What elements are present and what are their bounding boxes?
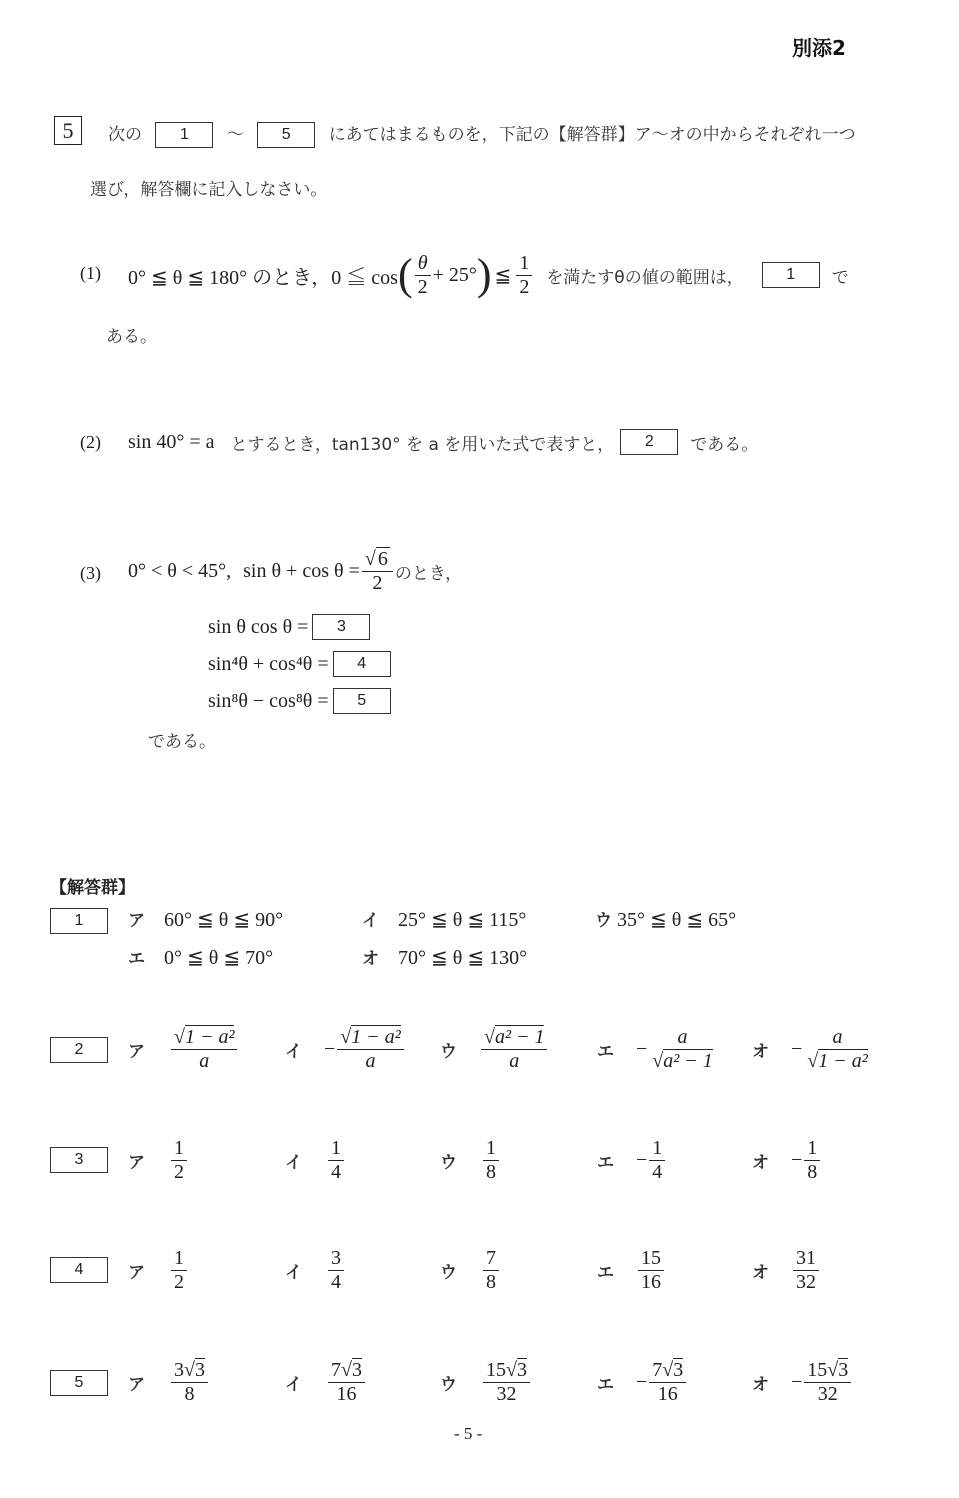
sign: −	[791, 1370, 803, 1393]
q1-label: (1)	[80, 263, 101, 283]
option-fraction	[171, 1247, 187, 1294]
q3-answer-box-3: 3	[312, 614, 370, 640]
option-key: エ	[597, 1152, 614, 1173]
group1-box: 1	[50, 908, 108, 934]
group5-option-d	[597, 1351, 688, 1413]
intro-text-b: にあてはまるものを，下記の【解答群】ア～オの中からそれぞれ一つ	[328, 125, 856, 145]
frac-num: a	[830, 1026, 846, 1050]
q3-text-a: 0° < θ < 45°,	[128, 559, 232, 582]
option-key: ウ	[440, 1374, 457, 1395]
q1-frac-den: 2	[417, 275, 428, 298]
group1-option-c	[595, 906, 736, 932]
option-value: 70° ≦ θ ≦ 130°	[398, 947, 528, 969]
q3-frac-num: √ 6	[362, 548, 393, 572]
option-key: イ	[285, 1152, 302, 1173]
question-number: 5	[54, 116, 82, 145]
sign: −	[636, 1148, 648, 1171]
q1-frac-num: θ	[415, 252, 431, 276]
frac-den: 32	[796, 1270, 816, 1293]
minus-sign: −	[324, 1037, 336, 1060]
frac-num: 3√3	[171, 1359, 208, 1383]
group2-option-e	[752, 1015, 873, 1083]
option-key: エ	[597, 1374, 614, 1395]
q1-condition: 0° ≦ θ ≦ 180° のとき，0 ≦ cos	[128, 266, 398, 289]
frac-den: √1 − a²	[807, 1049, 868, 1072]
q3-text-b: sin θ + cos θ =	[243, 559, 360, 582]
option-value: 60° ≦ θ ≦ 90°	[164, 909, 284, 931]
answer-box-1: 1	[155, 122, 213, 148]
group1-option-e	[362, 944, 527, 970]
group3-option-e	[752, 1130, 822, 1190]
frac-num: 3	[328, 1247, 344, 1271]
option-key: イ	[285, 1041, 302, 1062]
q3-sqrt-arg: 6	[377, 547, 388, 570]
q3-eq1-lhs: sin θ cos θ =	[208, 615, 309, 638]
option-key: ア	[128, 911, 145, 931]
q3-body	[128, 540, 462, 602]
group5-option-e	[752, 1351, 853, 1413]
left-paren: (	[397, 250, 413, 299]
group2-option-d	[597, 1015, 718, 1083]
frac-num: √1 − a²	[337, 1026, 403, 1050]
option-fraction	[804, 1359, 851, 1406]
option-key: エ	[128, 949, 145, 969]
q1-half	[516, 252, 532, 299]
group2-option-a	[128, 1015, 239, 1083]
q2-text-end: である。	[690, 434, 759, 455]
group2-box: 2	[50, 1037, 108, 1063]
frac-den: 4	[652, 1160, 663, 1183]
q2-text-b: とするとき，	[230, 434, 332, 455]
frac-num: 7	[483, 1247, 499, 1271]
intro-tilde: ～	[226, 125, 244, 145]
intro-text-a: 次の	[108, 125, 142, 145]
frac-den: 8	[807, 1160, 818, 1183]
option-key: ア	[128, 1152, 145, 1173]
frac-num: √a² − 1	[481, 1026, 547, 1050]
group5-option-a	[128, 1351, 210, 1413]
frac-den: a	[365, 1049, 376, 1072]
option-value: 25° ≦ θ ≦ 115°	[398, 909, 527, 931]
group3-box: 3	[50, 1147, 108, 1173]
answer-group-title: 【解答群】	[50, 878, 135, 898]
option-key: ア	[128, 1262, 145, 1283]
option-value: 35° ≦ θ ≦ 65°	[617, 909, 737, 931]
option-key: オ	[752, 1152, 769, 1173]
frac-num: 31	[793, 1247, 819, 1271]
q1-body	[128, 245, 849, 305]
option-key: ア	[128, 1374, 145, 1395]
option-fraction	[804, 1137, 820, 1184]
frac-num: 1	[171, 1247, 187, 1271]
minus-sign: −	[636, 1037, 648, 1060]
group2-option-b	[285, 1015, 406, 1083]
option-key: エ	[597, 1262, 614, 1283]
group3-option-c	[440, 1130, 501, 1190]
frac-den: 4	[331, 1160, 341, 1183]
frac-den: 4	[331, 1270, 341, 1293]
option-key: オ	[362, 949, 379, 969]
group4-option-e	[752, 1240, 821, 1300]
option-key: ウ	[595, 911, 612, 931]
option-fraction	[328, 1247, 344, 1294]
frac-den: 2	[174, 1160, 184, 1183]
q1-text-after: を満たすθの値の範囲は，	[546, 267, 744, 288]
q3-text-end: のとき，	[394, 563, 463, 584]
frac-den: 16	[657, 1382, 678, 1405]
q3-fraction	[362, 548, 393, 595]
page-number: - 5 -	[454, 1424, 483, 1443]
frac-den: 8	[184, 1382, 195, 1405]
option-fraction	[481, 1026, 547, 1073]
frac-num: 1	[483, 1137, 499, 1161]
option-key: オ	[752, 1262, 769, 1283]
option-fraction	[649, 1026, 715, 1073]
q3-tail: である。	[148, 732, 216, 752]
group3-option-a	[128, 1130, 189, 1190]
q1-plus: + 25°	[432, 263, 477, 286]
q2-text-a: sin 40° = a	[128, 430, 215, 453]
option-key: オ	[752, 1374, 769, 1395]
group2-option-c	[440, 1015, 549, 1083]
header-label: 別添2	[792, 36, 846, 60]
group3-option-d	[597, 1130, 667, 1190]
group4-option-c	[440, 1240, 501, 1300]
q3-frac-den: 2	[372, 571, 383, 594]
frac-den: 2	[174, 1270, 184, 1293]
group5-option-c	[440, 1351, 532, 1413]
q2-answer-box: 2	[620, 429, 678, 455]
option-key: ウ	[440, 1152, 457, 1173]
group4-option-d	[597, 1240, 666, 1300]
group4-option-a	[128, 1240, 189, 1300]
frac-num: √1 − a²	[171, 1026, 237, 1050]
group1-option-a	[128, 906, 283, 932]
option-fraction	[171, 1026, 237, 1073]
option-key: オ	[752, 1041, 769, 1062]
option-fraction	[483, 1359, 530, 1406]
sign: −	[636, 1370, 648, 1393]
q1-answer-box: 1	[762, 262, 820, 288]
option-key: イ	[285, 1262, 302, 1283]
q3-answer-box-4: 4	[333, 651, 391, 677]
q1-half-num: 1	[516, 252, 532, 276]
q3-label: (3)	[80, 563, 101, 583]
frac-num: 15√3	[483, 1359, 530, 1383]
option-fraction	[649, 1137, 665, 1184]
frac-num: 1	[649, 1137, 665, 1161]
group4-option-b	[285, 1240, 346, 1300]
option-key: イ	[362, 911, 379, 931]
frac-den: 8	[486, 1270, 496, 1293]
q3-eq3-lhs: sin⁸θ − cos⁸θ =	[208, 689, 329, 712]
frac-den: a	[509, 1049, 520, 1072]
q3-eq2-lhs: sin⁴θ + cos⁴θ =	[208, 652, 329, 675]
frac-den: 32	[817, 1382, 838, 1405]
option-key: ウ	[440, 1041, 457, 1062]
group1-option-b	[362, 906, 526, 932]
option-key: エ	[597, 1041, 614, 1062]
option-key: イ	[285, 1374, 302, 1395]
q3-eq3	[208, 688, 391, 714]
frac-num: a	[675, 1026, 691, 1050]
option-value: 0° ≦ θ ≦ 70°	[164, 947, 274, 969]
frac-num: 1	[804, 1137, 820, 1161]
q2-text-c: tan130° を a を用いた式で表すと，	[331, 434, 615, 455]
q1-le: ≦	[494, 264, 512, 287]
group5-option-b	[285, 1351, 367, 1413]
frac-den: 32	[496, 1382, 517, 1405]
q1-line-2: ある。	[106, 327, 157, 347]
frac-num: 15	[638, 1247, 664, 1271]
q1-fraction	[415, 252, 431, 299]
minus-sign: −	[791, 1037, 803, 1060]
frac-den: √a² − 1	[652, 1049, 713, 1072]
group4-box: 4	[50, 1257, 108, 1283]
option-fraction	[328, 1359, 365, 1406]
frac-den: 16	[641, 1270, 661, 1293]
frac-num: 7√3	[328, 1359, 365, 1383]
frac-num: 7√3	[649, 1359, 686, 1383]
q2-body	[128, 428, 758, 456]
q3-eq2	[208, 651, 391, 677]
group5-box: 5	[50, 1370, 108, 1396]
sign: −	[791, 1148, 803, 1171]
intro-line-2: 選び，解答欄に記入しなさい。	[90, 180, 328, 200]
frac-num: 15√3	[804, 1359, 851, 1383]
frac-num: 1	[171, 1137, 187, 1161]
option-fraction	[171, 1137, 187, 1184]
q3-answer-box-5: 5	[333, 688, 391, 714]
option-fraction	[793, 1247, 819, 1294]
frac-den: 16	[336, 1382, 357, 1405]
option-fraction	[171, 1359, 208, 1406]
option-key: ウ	[440, 1262, 457, 1283]
frac-den: 8	[486, 1160, 496, 1183]
q1-half-den: 2	[519, 275, 530, 298]
option-fraction	[328, 1137, 344, 1184]
frac-den: a	[199, 1049, 210, 1072]
right-paren: )	[476, 250, 492, 299]
group3-option-b	[285, 1130, 346, 1190]
frac-num: 1	[328, 1137, 344, 1161]
option-fraction	[638, 1247, 664, 1294]
answer-box-5: 5	[257, 122, 315, 148]
option-fraction	[483, 1137, 499, 1184]
group1-option-d	[128, 944, 273, 970]
intro-line-1	[108, 120, 856, 148]
q2-label: (2)	[80, 432, 101, 452]
option-fraction	[649, 1359, 686, 1406]
option-fraction	[804, 1026, 870, 1073]
option-key: ア	[128, 1041, 145, 1062]
option-fraction	[337, 1026, 403, 1073]
q1-text-end: で	[831, 267, 849, 288]
option-fraction	[483, 1247, 499, 1294]
q3-eq1	[208, 614, 370, 640]
